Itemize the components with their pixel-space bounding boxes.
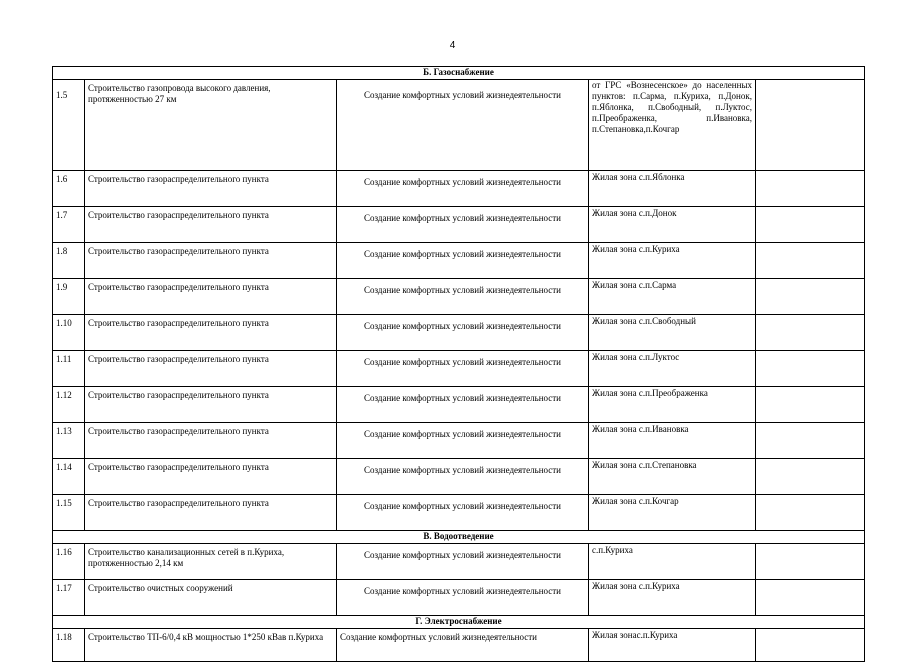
- location-cell: Жилая зона с.п.Сарма: [589, 279, 756, 315]
- project-name-cell: Строительство канализационных сетей в п.Куриха, протяженностью 2,14 км: [85, 544, 337, 580]
- location-cell: Жилая зона с.п.Степановка: [589, 459, 756, 495]
- table-body: [53, 67, 865, 662]
- table-row: [53, 495, 865, 531]
- table-row: [53, 351, 865, 387]
- row-number-cell: 1.5: [53, 80, 85, 171]
- table-row: [53, 279, 865, 315]
- project-name-cell: Строительство газораспределительного пункта: [85, 423, 337, 459]
- location-cell: Жилая зонас.п.Куриха: [589, 629, 756, 662]
- project-name-cell: Строительство газораспределительного пункта: [85, 459, 337, 495]
- location-cell: Жилая зона с.п.Луктос: [589, 351, 756, 387]
- location-cell: Жилая зона с.п.Ивановка: [589, 423, 756, 459]
- project-goal-cell: Создание комфортных условий жизнедеятельности: [337, 423, 589, 459]
- table-row: [53, 580, 865, 616]
- row-number-cell: 1.6: [53, 171, 85, 207]
- note-cell: [756, 495, 865, 531]
- row-number-cell: 1.7: [53, 207, 85, 243]
- row-number-cell: 1.18: [53, 629, 85, 662]
- location-cell: с.п.Куриха: [589, 544, 756, 580]
- row-number-cell: 1.9: [53, 279, 85, 315]
- location-cell: Жилая зона с.п.Донок: [589, 207, 756, 243]
- note-cell: [756, 80, 865, 171]
- location-cell: Жилая зона с.п.Свободный: [589, 315, 756, 351]
- project-goal-cell: Создание комфортных условий жизнедеятельности: [337, 459, 589, 495]
- table-row: [53, 207, 865, 243]
- note-cell: [756, 171, 865, 207]
- note-cell: [756, 459, 865, 495]
- table-row: [53, 459, 865, 495]
- section-header-row: [53, 531, 865, 544]
- project-goal-cell: Создание комфортных условий жизнедеятельности: [337, 207, 589, 243]
- note-cell: [756, 315, 865, 351]
- section-title: Б. Газоснабжение: [53, 67, 865, 80]
- section-header-row: [53, 67, 865, 80]
- project-name-cell: Строительство газораспределительного пункта: [85, 207, 337, 243]
- row-number-cell: 1.16: [53, 544, 85, 580]
- project-name-cell: Строительство ТП-6/0,4 кВ мощностью 1*250 кВав п.Куриха: [85, 629, 337, 662]
- row-number-cell: 1.17: [53, 580, 85, 616]
- location-cell: Жилая зона с.п.Преображенка: [589, 387, 756, 423]
- project-name-cell: Строительство газораспределительного пункта: [85, 387, 337, 423]
- project-goal-cell: Создание комфортных условий жизнедеятельности: [337, 351, 589, 387]
- project-goal-cell: Создание комфортных условий жизнедеятельности: [337, 495, 589, 531]
- table-row: [53, 171, 865, 207]
- project-name-cell: Строительство газопровода высокого давления, протяженностью 27 км: [85, 80, 337, 171]
- table-row: [53, 387, 865, 423]
- table-row: [53, 243, 865, 279]
- row-number-cell: 1.8: [53, 243, 85, 279]
- table-row: [53, 80, 865, 171]
- section-title: Г. Электроснабжение: [53, 616, 865, 629]
- note-cell: [756, 544, 865, 580]
- section-header-row: [53, 616, 865, 629]
- note-cell: [756, 629, 865, 662]
- project-name-cell: Строительство газораспределительного пункта: [85, 171, 337, 207]
- project-name-cell: Строительство очистных сооружений: [85, 580, 337, 616]
- row-number-cell: 1.10: [53, 315, 85, 351]
- project-goal-cell: Создание комфортных условий жизнедеятельности: [337, 80, 589, 171]
- note-cell: [756, 279, 865, 315]
- table-row: [53, 544, 865, 580]
- note-cell: [756, 580, 865, 616]
- project-goal-cell: Создание комфортных условий жизнедеятельности: [337, 279, 589, 315]
- table-row: [53, 423, 865, 459]
- project-name-cell: Строительство газораспределительного пункта: [85, 315, 337, 351]
- location-cell: от ГРС «Вознесенское» до населенных пунктов: п.Сарма, п.Куриха, п.Донок, п.Яблонка, п.Свободный, п.Луктос, п.Преображенка, п.Ивановка, п.Степановка,п.Кочгар: [589, 80, 756, 171]
- note-cell: [756, 243, 865, 279]
- section-title: В. Водоотведение: [53, 531, 865, 544]
- page-number: 4: [449, 40, 456, 51]
- location-cell: Жилая зона с.п.Куриха: [589, 243, 756, 279]
- infrastructure-table: [52, 66, 865, 662]
- row-number-cell: 1.11: [53, 351, 85, 387]
- project-goal-cell: Создание комфортных условий жизнедеятельности: [337, 171, 589, 207]
- project-goal-cell: Создание комфортных условий жизнедеятельности: [337, 315, 589, 351]
- project-goal-cell: Создание комфортных условий жизнедеятельности: [337, 387, 589, 423]
- note-cell: [756, 207, 865, 243]
- project-goal-cell: Создание комфортных условий жизнедеятельности: [337, 629, 589, 662]
- row-number-cell: 1.15: [53, 495, 85, 531]
- row-number-cell: 1.12: [53, 387, 85, 423]
- location-cell: Жилая зона с.п.Яблонка: [589, 171, 756, 207]
- note-cell: [756, 423, 865, 459]
- note-cell: [756, 351, 865, 387]
- note-cell: [756, 387, 865, 423]
- location-cell: Жилая зона с.п.Кочгар: [589, 495, 756, 531]
- project-name-cell: Строительство газораспределительного пункта: [85, 279, 337, 315]
- row-number-cell: 1.13: [53, 423, 85, 459]
- project-name-cell: Строительство газораспределительного пункта: [85, 243, 337, 279]
- project-name-cell: Строительство газораспределительного пункта: [85, 351, 337, 387]
- project-name-cell: Строительство газораспределительного пункта: [85, 495, 337, 531]
- table-row: [53, 315, 865, 351]
- project-goal-cell: Создание комфортных условий жизнедеятельности: [337, 544, 589, 580]
- project-goal-cell: Создание комфортных условий жизнедеятельности: [337, 580, 589, 616]
- row-number-cell: 1.14: [53, 459, 85, 495]
- location-cell: Жилая зона с.п.Куриха: [589, 580, 756, 616]
- table-row: [53, 629, 865, 662]
- project-goal-cell: Создание комфортных условий жизнедеятельности: [337, 243, 589, 279]
